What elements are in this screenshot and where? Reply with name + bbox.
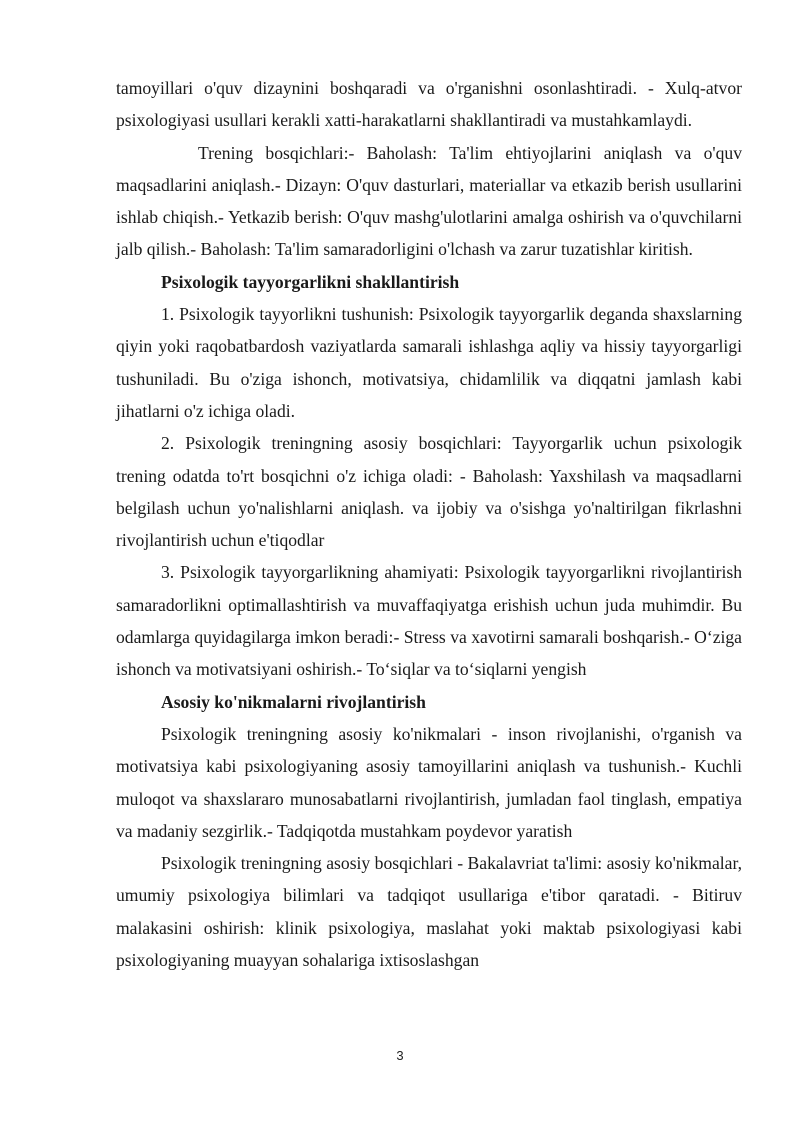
- section-heading-core-skills: Asosiy ko'nikmalarni rivojlantirish: [161, 691, 426, 712]
- paragraph-readiness-1: 1. Psixologik tayyorlikni tushunish: Psixologik tayyorgarlik deganda shaxslarning qiyin yoki raqobatbardosh vaziyatlarda samarali ishlashga aqliy va hissiy tayyorgarligi tushuniladi. Bu o'ziga ishonch, motivatsiya, chidamlilik va diqqatni jamlash kabi jihatlarni o'z ichiga oladi.: [116, 304, 742, 421]
- paragraph-readiness-3: 3. Psixologik tayyorgarlikning ahamiyati: Psixologik tayyorgarlikni rivojlantirish samaradorlikni optimallashtirish va muvaffaqiyatga erishish uchun juda muhimdir. Bu odamlarga quyidagilarga imkon beradi:- Stress va xavotirni samarali boshqarish.- O‘ziga ishonch va motivatsiyani oshirish.- To‘siqlar va to‘siqlarni yengish: [116, 562, 742, 680]
- paragraph-core-skills: Psixologik treningning asosiy ko'nikmalari - inson rivojlanishi, o'rganish va motivatsiya kabi psixologiyaning asosiy tamoyillarini aniqlash va tushunish.- Kuchli muloqot va shaxslararo munosabatlarni rivojlantirish, jumladan faol tinglash, empatiya va madaniy sezgirlik.- Tadqiqotda mustahkam poydevor yaratish: [116, 723, 742, 841]
- paragraph-training-levels: Psixologik treningning asosiy bosqichlari - Bakalavriat ta'limi: asosiy ko'nikmalar, umumiy psixologiya bilimlari va tadqiqot usullariga e'tibor qaratadi. - Bitiruv malakasini oshirish: klinik psixologiya, maslahat yoki maktab psixologiyasi kabi psixologiyaning muayyan sohalariga ixtisoslashgan: [116, 853, 742, 971]
- paragraph-intro-continuation: tamoyillari o'quv dizaynini boshqaradi va o'rganishni osonlashtiradi. - Xulq-atvor psixologiyasi usullari kerakli xatti-harakatlarni shakllantiradi va mustahkamlaydi.: [116, 78, 742, 131]
- paragraph-training-stages: Trening bosqichlari:- Baholash: Ta'lim ehtiyojlarini aniqlash va o'quv maqsadlarini aniqlash.- Dizayn: O'quv dasturlari, materiallar va etkazib berish usullarini ishlab chiqish.- Yetkazib berish: O'quv mashg'ulotlarini amalga oshirish va o'quvchilarni jalb qilish.- Baholash: Ta'lim samaradorligini o'lchash va zarur tuzatishlar kiritish.: [116, 142, 742, 260]
- section-heading-psychological-readiness: Psixologik tayyorgarlikni shakllantirish: [161, 271, 460, 292]
- document-page: [116, 72, 742, 976]
- paragraph-readiness-2: 2. Psixologik treningning asosiy bosqichlari: Tayyorgarlik uchun psixologik trening odatda to'rt bosqichni o'z ichiga oladi: - Baholash: Yaxshilash va maqsadlarni belgilash uchun yo'nalishlarni aniqlash. va ijobiy va o'sishga yo'naltirilgan fikrlashni rivojlantirish uchun e'tiqodlar: [116, 433, 742, 551]
- page-number: 3: [396, 1048, 404, 1063]
